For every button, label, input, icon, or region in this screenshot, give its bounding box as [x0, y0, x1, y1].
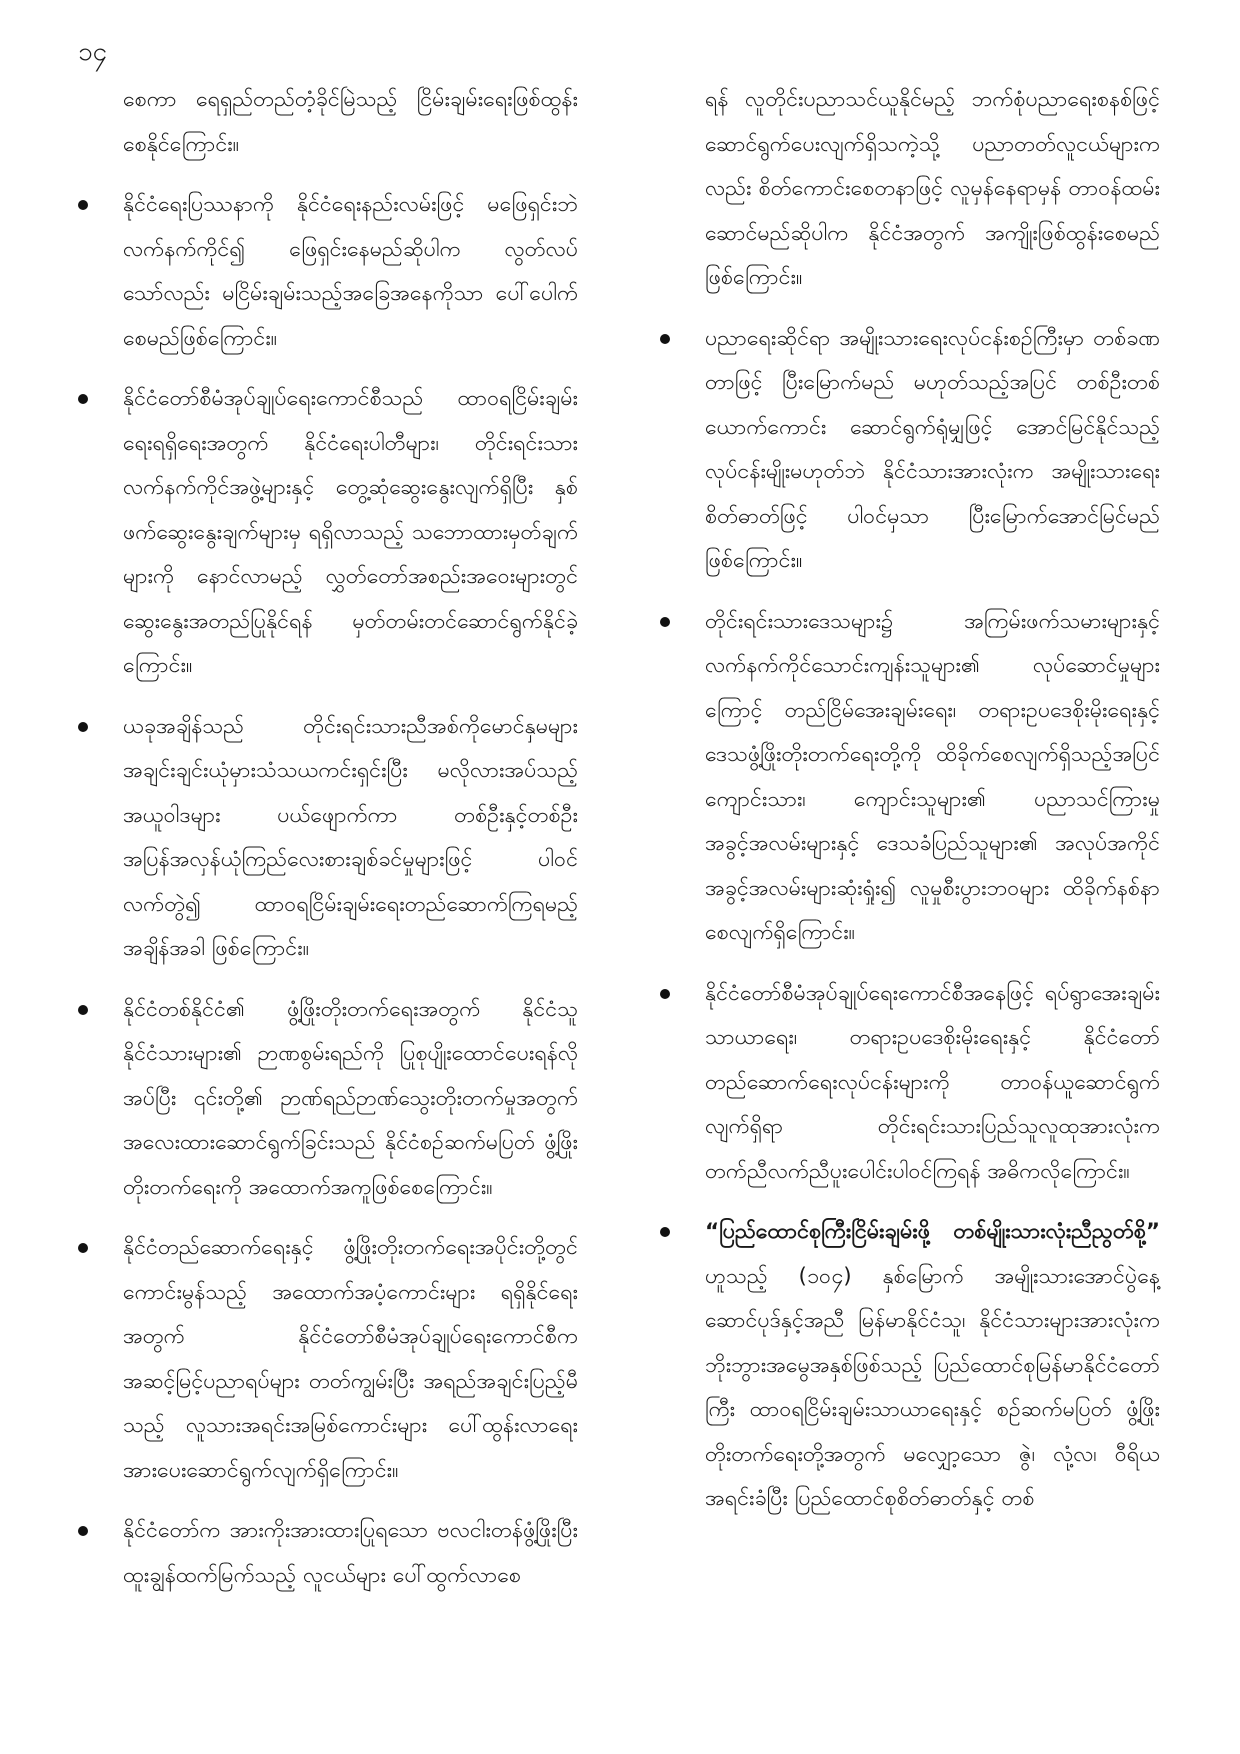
bullet-icon [660, 334, 670, 344]
bullet-icon [660, 1227, 670, 1237]
bullet-item: တိုင်းရင်းသားဒေသများ၌ အကြမ်းဖက်သမားများနှင့် လက်နက်ကိုင်သောင်းကျန်းသူများ၏ လုပ်ဆောင်မှုများကြောင့် တည်ငြိမ်အေးချမ်းရေး၊ တရားဥပဒေစိုးမိုးရေးနှင့် ဒေသဖွံ့ဖြိုးတိုးတက်ရေးတို့ကို ထိခိုက်စေလျက်ရှိသည့်အပြင် ကျောင်းသား၊ ကျောင်းသူများ၏ ပညာသင်ကြားမှု အခွင့်အလမ်းများနှင့် ဒေသခံပြည်သူများ၏ အလုပ်အကိုင်အခွင့်အလမ်းများဆုံးရှုံး၍ လူမှုစီးပွားဘဝများ ထိခိုက်နစ်နာစေလျက်ရှိကြောင်း။ [660, 600, 1160, 956]
bullet-item: ယခုအချိန်သည် တိုင်းရင်းသားညီအစ်ကိုမောင်နှမများ အချင်းချင်းယုံမှားသံသယကင်းရှင်းပြီး မလိုလားအပ်သည့် အယူဝါဒများ ပယ်ဖျောက်ကာ တစ်ဦးနှင့်တစ်ဦး အပြန်အလှန်ယုံကြည်လေးစားချစ်ခင်မှုများဖြင့် ပါဝင်လက်တွဲ၍ ထာဝရငြိမ်းချမ်းရေးတည်ဆောက်ကြရမည့်အချိန်အခါ ဖြစ်ကြောင်း။ [78, 705, 578, 972]
bullet-icon [78, 1005, 88, 1015]
paragraph-continuation: စေကာ ရေရှည်တည်တံ့ခိုင်မြဲသည့် ငြိမ်းချမ်းရေးဖြစ်ထွန်း စေနိုင်ကြောင်း။ [123, 87, 578, 157]
bullet-icon [78, 1243, 88, 1253]
bullet-icon [660, 617, 670, 627]
bullet-item: “ပြည်ထောင်စုကြီးငြိမ်းချမ်းဖို့ တစ်မျိုးသားလုံးညီညွတ်စို့” ဟူသည့် (၁၀၄) နှစ်မြောက် အမျိုးသားအောင်ပွဲနေ့ ဆောင်ပုဒ်နှင့်အညီ မြန်မာနိုင်ငံသူ၊ နိုင်ငံသားများအားလုံးက ဘိုးဘွားအမွေအနှစ်ဖြစ်သည့် ပြည်ထောင်စုမြန်မာနိုင်ငံတော်ကြီး ထာဝရငြိမ်းချမ်းသာယာရေးနှင့် စဉ်ဆက်မပြတ် ဖွံ့ဖြိုးတိုးတက်ရေးတို့အတွက် မလျှော့သော ဇွဲ၊ လုံ့လ၊ ဝီရိယ အရင်းခံပြီး ပြည်ထောင်စုစိတ်ဓာတ်နှင့် တစ် [660, 1210, 1160, 1522]
left-column [78, 78, 578, 1614]
bullet-icon [78, 394, 88, 404]
bullet-item: နိုင်ငံရေးပြဿနာကို နိုင်ငံရေးနည်းလမ်းဖြင့် မဖြေရှင်းဘဲ လက်နက်ကိုင်၍ ဖြေရှင်းနေမည်ဆိုပါက လွတ်လပ်သော်လည်း မငြိမ်းချမ်းသည့်အခြေအနေကိုသာ ပေါ်ပေါက်စေမည်ဖြစ်ကြောင်း။ [78, 183, 578, 361]
bullet-item: နိုင်ငံတော်က အားကိုးအားထားပြုရသော ဗလငါးတန်ဖွံ့ဖြိုးပြီး ထူးချွန်ထက်မြက်သည့် လူငယ်များ ပေါ်ထွက်လာစေ [78, 1509, 578, 1598]
paragraph-continuation: ရန် လူတိုင်းပညာသင်ယူနိုင်မည့် ဘက်စုံပညာရေးစနစ်ဖြင့် ဆောင်ရွက်ပေးလျက်ရှိသကဲ့သို့ ပညာတတ်လူငယ်များကလည်း စိတ်ကောင်းစေတနာဖြင့် လူမှန်နေရာမှန် တာဝန်ထမ်းဆောင်မည်ဆိုပါက နိုင်ငံအတွက် အကျိုးဖြစ်ထွန်းစေမည်ဖြစ်ကြောင်း။ [705, 87, 1160, 290]
bullet-icon [78, 1526, 88, 1536]
bullet-item: ပညာရေးဆိုင်ရာ အမျိုးသားရေးလုပ်ငန်းစဉ်ကြီးမှာ တစ်ခဏတာဖြင့် ပြီးမြောက်မည် မဟုတ်သည့်အပြင် တစ်ဦးတစ်ယောက်ကောင်း ဆောင်ရွက်ရုံမျှဖြင့် အောင်မြင်နိုင်သည့် လုပ်ငန်းမျိုးမဟုတ်ဘဲ နိုင်ငံသားအားလုံးက အမျိုးသားရေးစိတ်ဓာတ်ဖြင့် ပါဝင်မှသာ ပြီးမြောက်အောင်မြင်မည်ဖြစ်ကြောင်း။ [660, 317, 1160, 584]
bullet-item: နိုင်ငံတော်စီမံအုပ်ချုပ်ရေးကောင်စီသည် ထာဝရငြိမ်းချမ်းရေးရရှိရေးအတွက် နိုင်ငံရေးပါတီများ၊ တိုင်းရင်းသားလက်နက်ကိုင်အဖွဲ့များနှင့် တွေ့ဆုံဆွေးနွေးလျက်ရှိပြီး နှစ်ဖက်ဆွေးနွေးချက်များမှ ရရှိလာသည့် သဘောထားမှတ်ချက်များကို နောင်လာမည့် လွှတ်တော်အစည်းအဝေးများတွင် ဆွေးနွေးအတည်ပြုနိုင်ရန် မှတ်တမ်းတင်ဆောင်ရွက်နိုင်ခဲ့ကြောင်း။ [78, 377, 578, 689]
bullet-item: နိုင်ငံတစ်နိုင်ငံ၏ ဖွံ့ဖြိုးတိုးတက်ရေးအတွက် နိုင်ငံသူ နိုင်ငံသားများ၏ ဉာဏစွမ်းရည်ကို ပြုစုပျိုးထောင်ပေးရန်လိုအပ်ပြီး ၎င်းတို့၏ ဉာဏ်ရည်ဉာဏ်သွေးတိုးတက်မှုအတွက် အလေးထားဆောင်ရွက်ခြင်းသည် နိုင်ငံစဉ်ဆက်မပြတ် ဖွံ့ဖြိုးတိုးတက်ရေးကို အထောက်အကူဖြစ်စေကြောင်း။ [78, 988, 578, 1211]
bullet-icon [78, 722, 88, 732]
page-number: ၁၄ [78, 37, 108, 67]
right-column [660, 78, 1160, 1538]
bullet-icon [78, 200, 88, 210]
bullet-item: နိုင်ငံတည်ဆောက်ရေးနှင့် ဖွံ့ဖြိုးတိုးတက်ရေးအပိုင်းတို့တွင် ကောင်းမွန်သည့် အထောက်အပံ့ကောင်းများ ရရှိနိုင်ရေးအတွက် နိုင်ငံတော်စီမံအုပ်ချုပ်ရေးကောင်စီက အဆင့်မြင့်ပညာရပ်များ တတ်ကျွမ်းပြီး အရည်အချင်းပြည့်မီသည့် လူသားအရင်းအမြစ်ကောင်းများ ပေါ်ထွန်းလာရေး အားပေးဆောင်ရွက်လျက်ရှိကြောင်း။ [78, 1226, 578, 1493]
slogan-bold: “ပြည်ထောင်စုကြီးငြိမ်းချမ်းဖို့ တစ်မျိုးသားလုံးညီညွတ်စို့” [705, 1219, 1160, 1244]
bullet-item: နိုင်ငံတော်စီမံအုပ်ချုပ်ရေးကောင်စီအနေဖြင့် ရပ်ရွာအေးချမ်းသာယာရေး၊ တရားဥပဒေစိုးမိုးရေးနှင့် နိုင်ငံတော်တည်ဆောက်ရေးလုပ်ငန်းများကို တာဝန်ယူဆောင်ရွက်လျက်ရှိရာ တိုင်းရင်းသားပြည်သူလူထုအားလုံးက တက်ညီလက်ညီပူးပေါင်းပါဝင်ကြရန် အဓိကလိုကြောင်း။ [660, 972, 1160, 1195]
bullet-icon [660, 989, 670, 999]
